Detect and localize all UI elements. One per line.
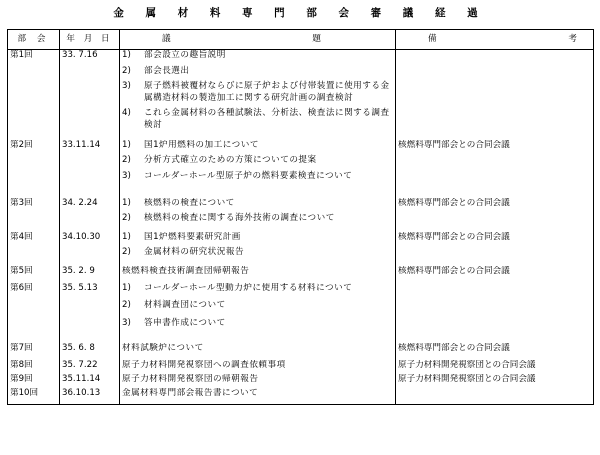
note-cell: 原子力材料開発視察団との合同会議 [396, 374, 594, 388]
topic-item-number: 2) [122, 300, 131, 310]
topic-list [122, 198, 393, 225]
meeting-cell: 第2回 [8, 140, 60, 198]
date-cell: 33.11.14 [60, 140, 120, 198]
date-cell: 35. 5.13 [60, 283, 120, 343]
table-row [8, 198, 594, 232]
topic-cell [120, 360, 396, 374]
topic-cell [120, 343, 396, 360]
topic-list [122, 140, 393, 183]
topic-item-text: コールダーホール型原子炉の燃料要素検査について [144, 170, 353, 181]
topic-cell [120, 50, 396, 140]
table-row [8, 266, 594, 283]
topic-item-number: 2) [122, 247, 131, 257]
date-cell: 35.11.14 [60, 374, 120, 388]
topic-item-number: 1) [122, 282, 131, 293]
topic-text: 金属材料専門部会報告書について [122, 387, 259, 398]
topic-item [122, 66, 393, 78]
topic-cell [120, 283, 396, 343]
topic-item [122, 50, 393, 62]
topic-item [122, 247, 393, 259]
topic-item-number: 3) [122, 317, 131, 328]
topic-item-text: 部会長選出 [144, 65, 190, 76]
topic-item-text: 国1炉燃料要素研究計画 [144, 231, 241, 242]
note-cell: 核燃料専門部会との合同会議 [396, 232, 594, 266]
deliberation-table [7, 29, 594, 405]
topic-item [122, 81, 393, 104]
topic-item-number: 3) [122, 170, 131, 181]
date-cell: 35. 7.22 [60, 360, 120, 374]
meeting-cell: 第5回 [8, 266, 60, 283]
topic-item-text: 分析方式確立のための方策についての提案 [144, 155, 317, 165]
document-title: 金 属 材 料 専 門 部 会 審 議 経 過 [113, 7, 487, 19]
note-cell: 原子力材料開発視察団との合同会議 [396, 360, 594, 374]
table-row [8, 140, 594, 198]
note-cell: 核燃料専門部会との合同会議 [396, 343, 594, 360]
topic-item [122, 318, 393, 330]
topic-item [122, 155, 393, 167]
table-header-row [8, 30, 594, 50]
table-row [8, 232, 594, 266]
header-topic-right: 題 [312, 34, 325, 44]
topic-item [122, 108, 393, 131]
topic-cell [120, 388, 396, 405]
topic-item-text: 国1炉用燃料の加工について [144, 139, 259, 150]
topic-text: 原子力材料開発視察団の帰朝報告 [122, 373, 259, 384]
topic-item-text: 材料調査団について [144, 300, 226, 310]
topic-text: 原子力材料開発視察団への調査依頼事項 [122, 359, 286, 370]
topic-item-text: 金属材料の研究状況報告 [144, 247, 245, 257]
header-note-left: 備 [428, 34, 441, 44]
topic-item-text: 核燃料の検査について [144, 197, 235, 208]
date-cell: 36.10.13 [60, 388, 120, 405]
topic-item-number: 1) [122, 139, 131, 150]
table-row [8, 50, 594, 140]
topic-cell [120, 266, 396, 283]
table-row [8, 360, 594, 374]
topic-item [122, 232, 393, 244]
topic-item-text: 原子燃料被覆材ならびに原子炉および付帯装置に使用する金属構造材料の製造加工に関する研究計画の調査検討 [144, 81, 390, 103]
meeting-cell: 第10回 [8, 388, 60, 405]
topic-item [122, 283, 393, 295]
topic-item-number: 2) [122, 213, 131, 223]
topic-list [122, 283, 393, 330]
meeting-cell: 第9回 [8, 374, 60, 388]
topic-item-text: これら金属材料の各種試験法、分析法、検査法に関する調査検討 [144, 108, 390, 130]
topic-item [122, 140, 393, 152]
topic-item [122, 198, 393, 210]
date-cell: 35. 2. 9 [60, 266, 120, 283]
topic-item-number: 1) [122, 231, 131, 242]
topic-list [122, 232, 393, 259]
topic-cell [120, 374, 396, 388]
meeting-cell: 第7回 [8, 343, 60, 360]
topic-item-number: 1) [122, 50, 131, 60]
topic-item-number: 1) [122, 197, 131, 208]
note-cell: 核燃料専門部会との合同会議 [396, 198, 594, 232]
note-cell [396, 50, 594, 140]
topic-item-text: 核燃料の検査に関する海外技術の調査について [144, 213, 335, 223]
topic-list [122, 50, 393, 131]
meeting-cell: 第4回 [8, 232, 60, 266]
topic-item-text: コールダーホール型動力炉に使用する材料について [144, 282, 353, 293]
topic-item [122, 171, 393, 183]
note-cell: 核燃料専門部会との合同会議 [396, 140, 594, 198]
topic-text: 材料試験炉について [122, 342, 204, 353]
table-row [8, 283, 594, 343]
meeting-cell: 第1回 [8, 50, 60, 140]
header-date: 年 月 日 [60, 30, 120, 50]
topic-item [122, 213, 393, 225]
header-topic-left: 議 [162, 34, 175, 44]
topic-cell [120, 232, 396, 266]
table-body [8, 50, 594, 405]
note-cell [396, 283, 594, 343]
table-row [8, 374, 594, 388]
topic-item [122, 300, 393, 312]
topic-cell [120, 198, 396, 232]
topic-item-number: 4) [122, 108, 131, 118]
topic-item-text: 答申書作成について [144, 317, 226, 328]
topic-cell [120, 140, 396, 198]
note-cell: 核燃料専門部会との合同会議 [396, 266, 594, 283]
header-topic [120, 30, 396, 50]
header-note-right: 考 [568, 34, 581, 44]
date-cell: 34.10.30 [60, 232, 120, 266]
note-cell [396, 388, 594, 405]
header-meeting: 部 会 [8, 30, 60, 50]
meeting-cell: 第6回 [8, 283, 60, 343]
table-row [8, 343, 594, 360]
table-row [8, 388, 594, 405]
header-note [396, 30, 594, 50]
topic-item-number: 2) [122, 65, 131, 76]
date-cell: 34. 2.24 [60, 198, 120, 232]
topic-item-text: 部会設立の趣旨説明 [144, 50, 226, 60]
meeting-cell: 第3回 [8, 198, 60, 232]
topic-text: 核燃料検査技術調査団帰朝報告 [122, 265, 250, 276]
topic-item-number: 2) [122, 155, 131, 165]
date-cell: 35. 6. 8 [60, 343, 120, 360]
date-cell: 33. 7.16 [60, 50, 120, 140]
meeting-cell: 第8回 [8, 360, 60, 374]
topic-item-number: 3) [122, 81, 131, 91]
